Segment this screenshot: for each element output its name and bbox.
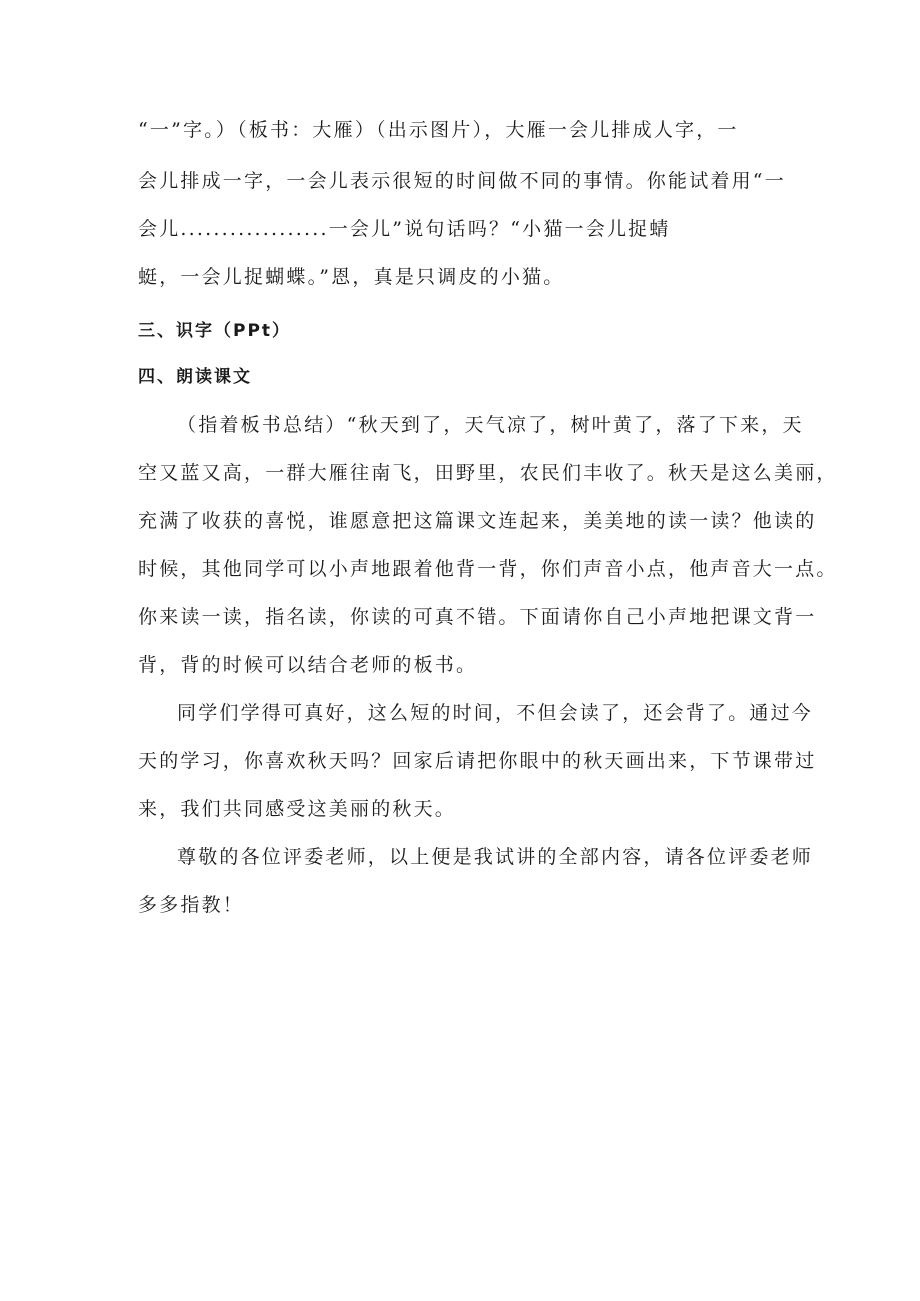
paragraph-line: 多多指教！ — [138, 894, 245, 916]
paragraph-line: 你来读一读，指名读，你读的可真不错。下面请你自己小声地把课文背一 — [138, 606, 817, 628]
paragraph-line: 会儿排成一字，一会儿表示很短的时间做不同的事情。你能试着用“一 — [138, 170, 786, 192]
paragraph-line: “一”字。）（板书：大雁）（出示图片），大雁一会儿排成人字，一 — [138, 119, 739, 141]
paragraph-line: 背，背的时候可以结合老师的板书。 — [138, 654, 478, 676]
section-heading: 三、识字（PPt） — [138, 321, 292, 341]
paragraph-line: 空又蓝又高，一群大雁往南飞，田野里，农民们丰收了。秋天是这么美丽， — [138, 462, 838, 484]
paragraph-line: 同学们学得可真好，这么短的时间，不但会读了，还会背了。通过今 — [177, 702, 814, 724]
paragraph-line: 蜓，一会儿捉蝴蝶。”恩，真是只调皮的小猫。 — [138, 266, 565, 288]
paragraph-line: 充满了收获的喜悦，谁愿意把这篇课文连起来，美美地的读一读？他读的 — [138, 510, 817, 532]
paragraph-line: 来，我们共同感受这美丽的秋天。 — [138, 798, 457, 820]
paragraph-line: （指着板书总结）“秋天到了，天气凉了，树叶黄了，落了下来，天 — [177, 414, 804, 436]
paragraph-line: 会儿..................一会儿”说句话吗？“小猫一会儿捉蜻 — [138, 218, 671, 240]
paragraph-line: 时候，其他同学可以小声地跟着他背一背，你们声音小点，他声音大一点。 — [138, 558, 838, 580]
paragraph-line: 天的学习，你喜欢秋天吗？回家后请把你眼中的秋天画出来，下节课带过 — [138, 750, 817, 772]
section-heading: 四、朗读课文 — [138, 367, 252, 387]
paragraph-line: 尊敬的各位评委老师，以上便是我试讲的全部内容，请各位评委老师 — [177, 846, 814, 868]
